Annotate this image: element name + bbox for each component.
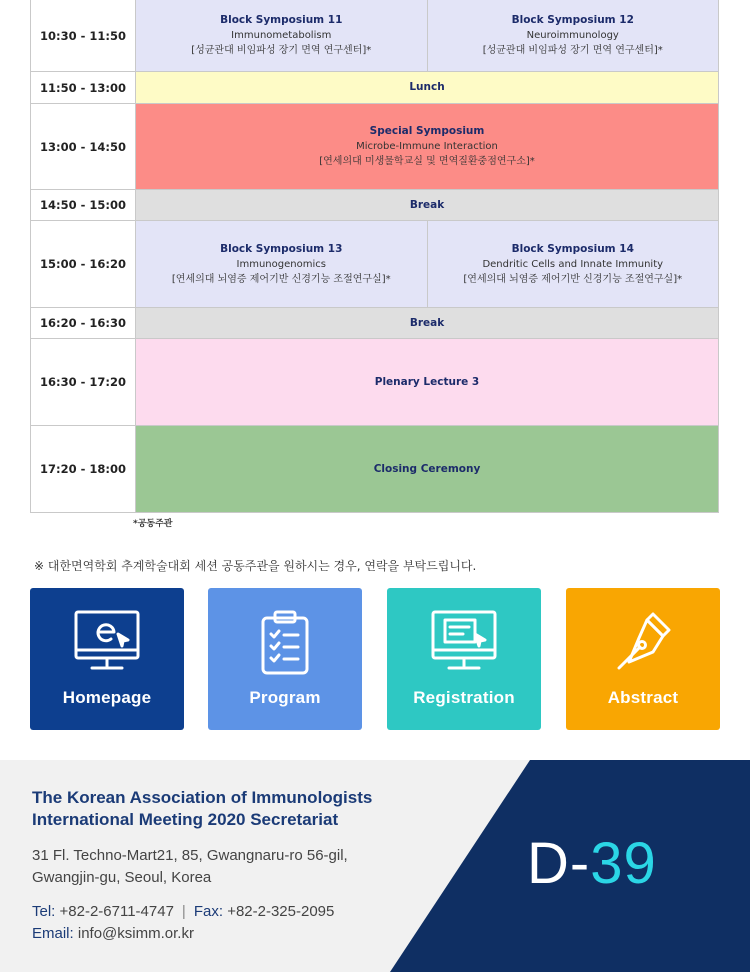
session-title: Block Symposium 13 bbox=[220, 242, 343, 255]
time-cell: 17:20 - 18:00 bbox=[31, 426, 136, 512]
homepage-label: Homepage bbox=[62, 688, 152, 707]
session-break bbox=[136, 308, 718, 338]
schedule-row bbox=[31, 190, 718, 221]
session-title: Break bbox=[409, 198, 445, 211]
organization-name-line1: The Korean Association of Immunologists bbox=[32, 788, 373, 807]
session-break bbox=[136, 190, 718, 220]
schedule-row bbox=[31, 221, 718, 308]
schedule-row bbox=[31, 339, 718, 426]
address bbox=[32, 845, 348, 889]
d-day-prefix: D- bbox=[527, 831, 591, 896]
time-cell: 16:20 - 16:30 bbox=[31, 308, 136, 338]
session-subtitle: Neuroimmunology bbox=[526, 30, 619, 41]
abstract-label: Abstract bbox=[607, 688, 679, 707]
session-organizer: [연세의대 뇌염증 제어기반 신경기능 조절연구실]* bbox=[171, 273, 391, 285]
session-block-symposium-13 bbox=[136, 221, 427, 307]
session-subtitle: Dendritic Cells and Innate Immunity bbox=[482, 258, 664, 270]
schedule-table bbox=[30, 0, 719, 513]
session-title: Special Symposium bbox=[369, 125, 485, 137]
time-cell: 15:00 - 16:20 bbox=[31, 221, 136, 307]
homepage-button[interactable] bbox=[30, 588, 184, 730]
tel-value[interactable]: +82-2-6711-4747 bbox=[59, 903, 174, 920]
tel-label: Tel: bbox=[32, 903, 56, 920]
clipboard-checklist-icon bbox=[260, 610, 310, 676]
email-link[interactable]: info@ksimm.or.kr bbox=[77, 925, 194, 942]
monitor-form-icon bbox=[431, 610, 497, 672]
session-title: Plenary Lecture 3 bbox=[374, 375, 480, 388]
program-button[interactable] bbox=[208, 588, 362, 730]
footer-secretariat bbox=[0, 760, 750, 972]
session-title: Closing Ceremony bbox=[373, 462, 481, 475]
d-day-counter bbox=[527, 830, 657, 897]
session-subtitle: Immunogenomics bbox=[236, 258, 326, 270]
session-title: Break bbox=[409, 316, 445, 329]
registration-button[interactable] bbox=[387, 588, 541, 730]
schedule-row bbox=[31, 104, 718, 190]
program-label: Program bbox=[249, 688, 321, 707]
session-block-symposium-14 bbox=[427, 221, 719, 307]
schedule-row bbox=[31, 72, 718, 104]
fax-label: Fax: bbox=[193, 903, 224, 920]
session-special-symposium bbox=[136, 104, 718, 189]
time-cell: 14:50 - 15:00 bbox=[31, 190, 136, 220]
time-cell: 13:00 - 14:50 bbox=[31, 104, 136, 189]
schedule-row bbox=[31, 308, 718, 339]
abstract-button[interactable] bbox=[566, 588, 720, 730]
schedule-row bbox=[31, 426, 718, 513]
session-title: Block Symposium 11 bbox=[220, 14, 343, 26]
session-title: Block Symposium 14 bbox=[511, 242, 634, 255]
phone-fax-line bbox=[32, 901, 334, 923]
session-organizer: [연세의대 뇌염증 제어기반 신경기능 조절연구실]* bbox=[463, 273, 683, 285]
address-line1: 31 Fl. Techno-Mart21, 85, Gwangnaru-ro 56-gil, bbox=[32, 847, 348, 864]
session-subtitle: Immunometabolism bbox=[231, 30, 332, 41]
session-block-symposium-12 bbox=[427, 0, 719, 71]
time-cell: 16:30 - 17:20 bbox=[31, 339, 136, 425]
session-title: Block Symposium 12 bbox=[511, 14, 634, 26]
d-day-number: 39 bbox=[590, 831, 657, 896]
time-cell: 11:50 - 13:00 bbox=[31, 72, 136, 103]
registration-label: Registration bbox=[413, 688, 515, 707]
organization-name bbox=[32, 787, 372, 831]
email-line bbox=[32, 923, 334, 945]
pen-nib-icon bbox=[613, 610, 673, 674]
session-organizer: [성균관대 비임파성 장기 면역 연구센터]* bbox=[482, 45, 663, 56]
session-plenary-lecture bbox=[136, 339, 718, 425]
session-block-symposium-11 bbox=[136, 0, 427, 71]
co-host-footnote: *공동주관 bbox=[133, 519, 173, 529]
session-organizer: [성균관대 비임파성 장기 면역 연구센터]* bbox=[191, 45, 372, 56]
session-title: Lunch bbox=[409, 81, 445, 93]
session-closing-ceremony bbox=[136, 426, 718, 512]
email-label: Email: bbox=[32, 925, 74, 942]
monitor-e-icon bbox=[74, 610, 140, 672]
co-host-notice: ※ 대한면역학회 추계학술대회 세션 공동주관을 원하시는 경우, 연락을 부탁드립니다. bbox=[34, 559, 477, 573]
contact-info bbox=[32, 901, 334, 945]
session-organizer: [연세의대 미생물학교실 및 면역질환중점연구소]* bbox=[319, 156, 535, 167]
session-lunch bbox=[136, 72, 718, 103]
address-line2: Gwangjin-gu, Seoul, Korea bbox=[32, 869, 212, 886]
schedule-row bbox=[31, 0, 718, 72]
organization-name-line2: International Meeting 2020 Secretariat bbox=[32, 810, 339, 829]
session-subtitle: Microbe-Immune Interaction bbox=[356, 141, 498, 152]
fax-value: +82-2-325-2095 bbox=[227, 903, 335, 920]
time-cell: 10:30 - 11:50 bbox=[31, 0, 136, 71]
contact-separator: | bbox=[181, 903, 186, 920]
